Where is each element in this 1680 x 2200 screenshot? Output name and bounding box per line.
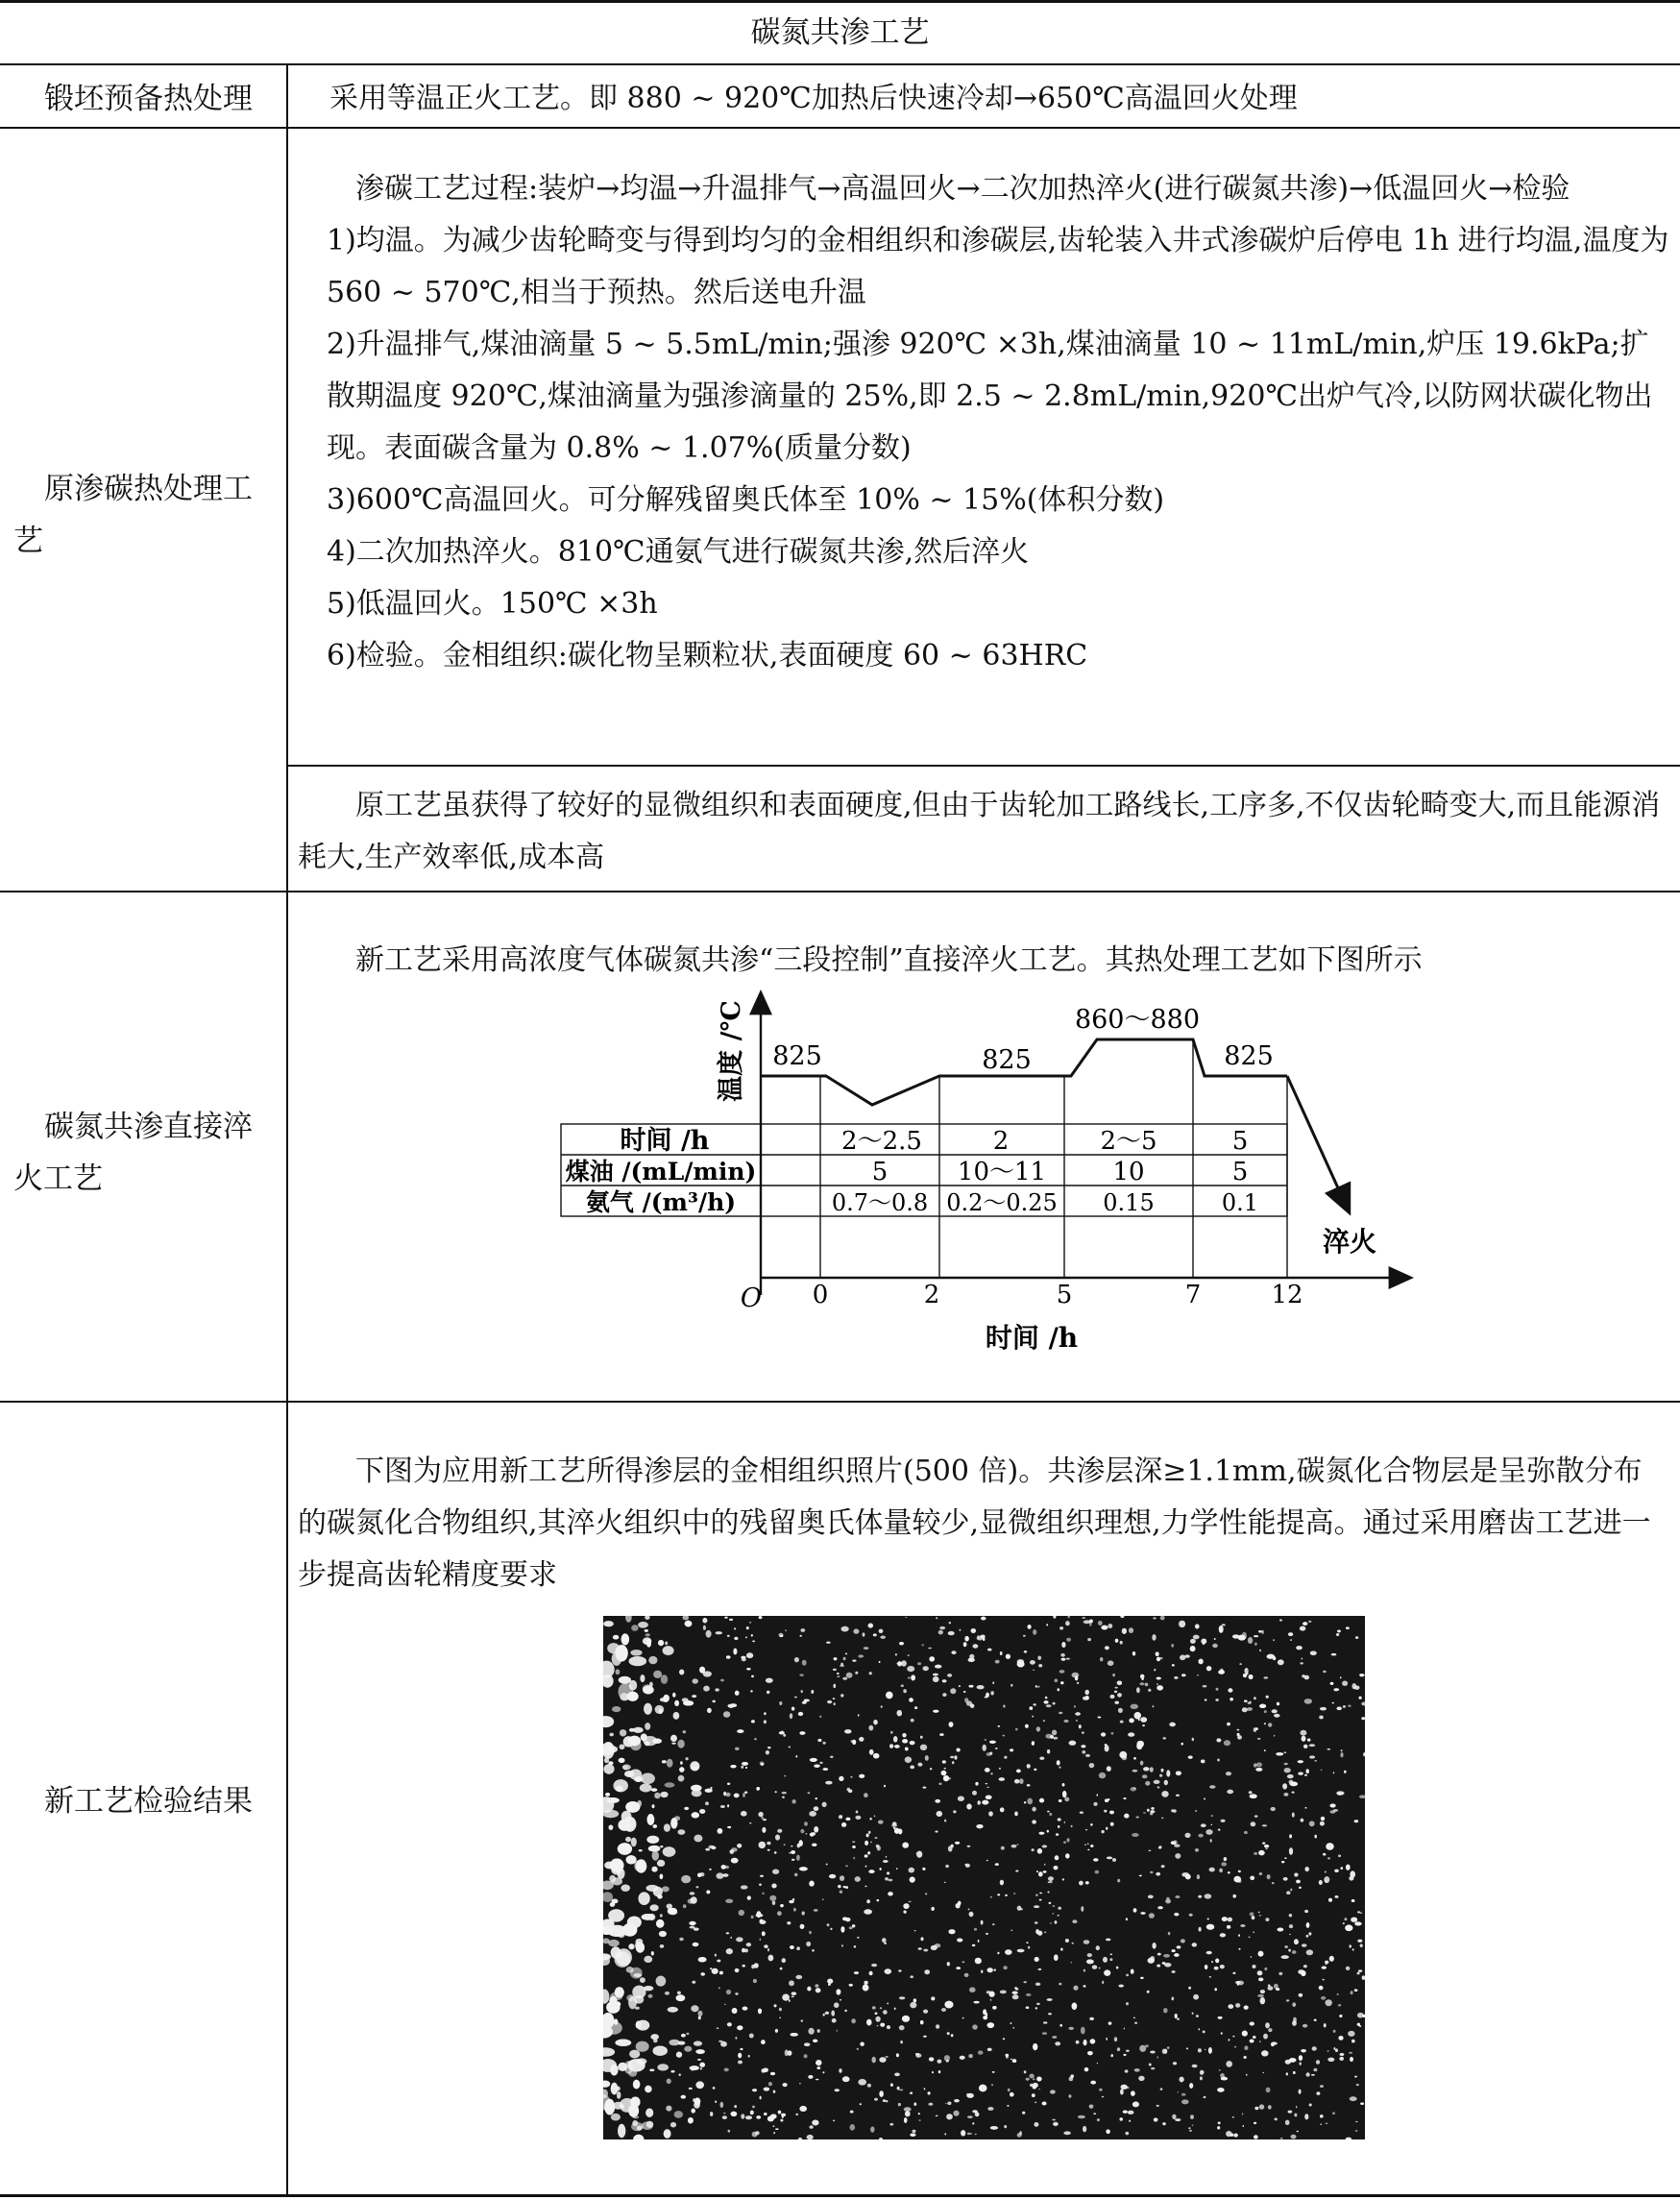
micrograph-image [603, 1616, 1365, 2139]
origin-label: O [740, 1283, 763, 1313]
original-step-5: 5)低温回火。150℃ ×3h [327, 587, 658, 621]
original-step-3: 3)600℃高温回火。可分解残留奥氏体至 10% ~ 15%(体积分数) [327, 483, 1165, 517]
chart-row-time-label: 时间 /h [620, 1126, 710, 1156]
column-divider [286, 63, 288, 2194]
chart-kerosene-3: 10 [1112, 1158, 1145, 1186]
temp-label-4: 825 [1224, 1041, 1274, 1071]
chart-row-kerosene-label: 煤油 /(mL/min) [565, 1158, 757, 1186]
rule-below-direct [0, 1401, 1680, 1403]
chart-kerosene-1: 5 [871, 1158, 889, 1186]
row-content-result: 下图为应用新工艺所得渗层的金相组织照片(500 倍)。共渗层深≥1.1mm,碳氮化合物层是呈弥散分布的碳氮化合物组织,其淬火组织中的残留奥氏体量较少,显微组织理想,力学性能提高。通过采用磨齿工艺进一步提高齿轮精度要求 [298, 1454, 1651, 1592]
temp-label-1: 825 [772, 1041, 822, 1071]
row-label-direct: 碳氮共渗直接淬火工艺 [13, 1110, 253, 1196]
row-content-forging: 采用等温正火工艺。即 880 ~ 920℃加热后快速冷却→650℃高温回火处理 [329, 82, 1298, 115]
chart-time-3: 2～5 [1100, 1127, 1157, 1156]
x-tick-5: 5 [1056, 1281, 1073, 1309]
row-label-result: 新工艺检验结果 [44, 1784, 253, 1819]
row-label-forging: 锻坯预备热处理 [44, 82, 253, 116]
chart-ammonia-3: 0.15 [1103, 1189, 1155, 1216]
original-evaluation: 原工艺虽获得了较好的显微组织和表面硬度,但由于齿轮加工路线长,工序多,不仅齿轮畸变大,而且能源消耗大,生产效率低,成本高 [298, 789, 1661, 874]
y-axis-label: 温度 /℃ [717, 1000, 746, 1102]
process-chart [548, 990, 1431, 1374]
x-tick-12: 12 [1271, 1281, 1303, 1309]
chart-kerosene-4: 5 [1231, 1158, 1249, 1186]
row-content-direct: 新工艺采用高浓度气体碳氮共渗“三段控制”直接淬火工艺。其热处理工艺如下图所示 [355, 943, 1423, 977]
x-tick-7: 7 [1184, 1281, 1202, 1309]
chart-ammonia-1: 0.7～0.8 [831, 1189, 929, 1216]
original-step-6: 6)检验。金相组织:碳化物呈颗粒状,表面硬度 60 ~ 63HRC [327, 639, 1088, 672]
chart-kerosene-2: 10～11 [957, 1158, 1047, 1186]
quench-curve [1287, 1076, 1345, 1203]
table-title: 碳氮共渗工艺 [750, 15, 930, 50]
original-step-2: 2)升温排气,煤油滴量 5 ~ 5.5mL/min;强渗 920℃ ×3h,煤油滴量 10 ~ 11mL/min,炉压 19.6kPa;扩散期温度 920℃,煤油滴量为强渗滴量的 25%,即 2.5 ~ 2.8mL/min,920℃出炉气冷,以防网状碳化物出现。表面碳含量为 0.8% ~ 1.07%(质量分数) [327, 328, 1653, 465]
original-step-4: 4)二次加热淬火。810℃通氨气进行碳氮共渗,然后淬火 [327, 535, 1030, 569]
rule-below-original [0, 891, 1680, 892]
chart-ammonia-2: 0.2～0.25 [946, 1189, 1058, 1216]
chart-time-2: 2 [992, 1127, 1010, 1156]
chart-ammonia-4: 0.1 [1221, 1189, 1259, 1216]
original-step-1: 1)均温。为减少齿轮畸变与得到均匀的金相组织和渗碳层,齿轮装入井式渗碳炉后停电 1h 进行均温,温度为 560 ~ 570℃,相当于预热。然后送电升温 [327, 224, 1669, 309]
temp-label-3: 860～880 [1074, 1005, 1201, 1035]
row-content-original [298, 163, 1669, 682]
chart-time-1: 2～2.5 [841, 1127, 922, 1156]
rule-inner-original [288, 765, 1680, 767]
x-tick-0: 0 [812, 1281, 829, 1309]
row-label-original: 原渗碳热处理工艺 [13, 472, 253, 558]
x-tick-2: 2 [923, 1281, 940, 1309]
rule-below-forging [0, 127, 1680, 129]
quench-label: 淬火 [1322, 1226, 1377, 1258]
table-bottom-rule [0, 2194, 1680, 2197]
chart-time-4: 5 [1231, 1127, 1249, 1156]
original-process-overview: 渗碳工艺过程:装炉→均温→升温排气→高温回火→二次加热淬火(进行碳氮共渗)→低温回火→检验 [355, 172, 1570, 206]
chart-row-ammonia-label: 氨气 /(m³/h) [585, 1188, 737, 1216]
temp-label-2: 825 [982, 1045, 1032, 1075]
x-axis-label: 时间 /h [985, 1322, 1079, 1354]
